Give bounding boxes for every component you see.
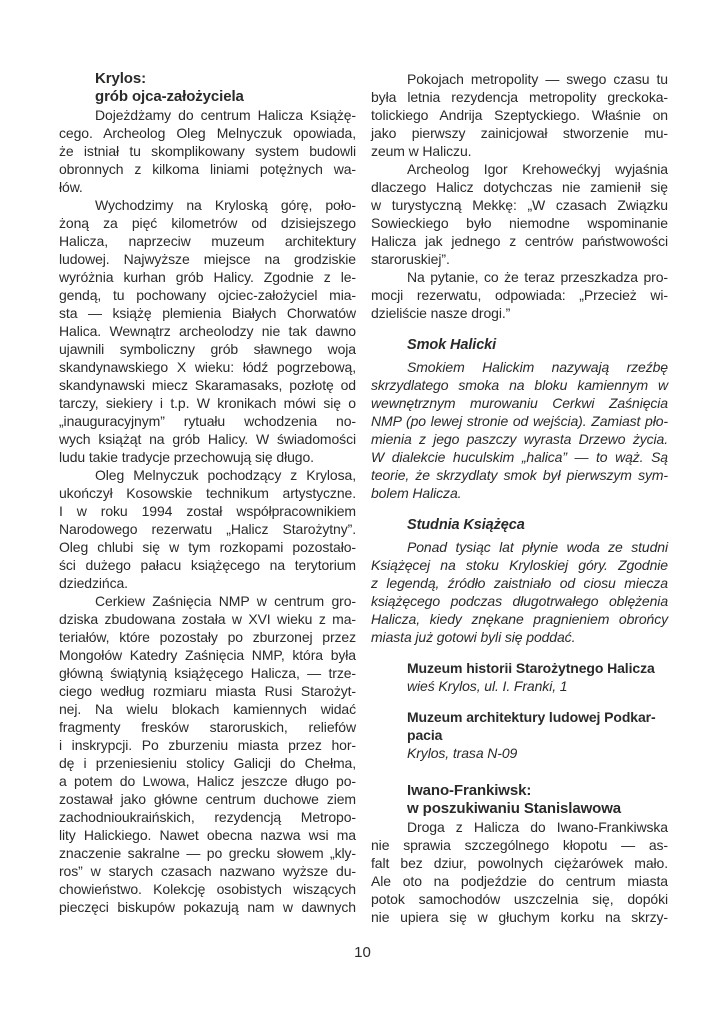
text-line: obronnych z kilkoma liniami potężnych wa- bbox=[59, 161, 356, 177]
text-line: w turystyczną Mekkę: „W czasach Związku bbox=[371, 197, 668, 213]
text-line: główną świątynią książęcego Halicza, — trze- bbox=[59, 665, 356, 681]
para-block bbox=[371, 160, 668, 268]
heading-block bbox=[59, 70, 356, 106]
text-line: chowieństwo. Kolekcję osobistych wiszących bbox=[59, 881, 356, 897]
text-line: dę i przeniesieniu stolicy Galicji do Chełma, bbox=[59, 755, 356, 771]
text-line: Halicza jak jednego z centrów państwowości bbox=[371, 233, 668, 249]
text-line: dziedzińca. bbox=[59, 575, 128, 591]
text-line: ukończył Kosowskie technikum artystyczne. bbox=[59, 485, 356, 501]
text-line: tarczy, siekiery i t.p. W kronikach mówi się o bbox=[59, 395, 356, 411]
text-line: pacia bbox=[407, 727, 443, 743]
text-line: Oleg Melnyczuk pochodzący z Krylosa, bbox=[95, 467, 356, 483]
text-line: dlaczego Halicz dotychczas nie zamienił się bbox=[371, 179, 668, 195]
text-line: NMP (po lewej stronie od wejścia). Zamiast pło- bbox=[371, 413, 668, 429]
text-line: „inauguracyjnym” rytuału wchodzenia no- bbox=[59, 413, 356, 429]
text-line: ujawnili symboliczny grób sławnego woja bbox=[59, 341, 356, 357]
text-line: teriałów, które pozostały po zburzonej przez bbox=[59, 629, 356, 645]
text-line: dziska zbudowana została w XVI wieku z ma- bbox=[59, 611, 356, 627]
text-line: wieś Krylos, ul. I. Franki, 1 bbox=[407, 678, 568, 694]
info-detail-block bbox=[371, 677, 668, 695]
para-block bbox=[371, 818, 668, 926]
text-line: zostawał jako główne centrum duchowe ziem bbox=[59, 791, 356, 807]
text-line: wyróżnia kurhan grób Halicy. Zgodnie z le- bbox=[59, 269, 356, 285]
text-line: Halica. Wewnątrz archeolodzy nie tak dawno bbox=[59, 323, 356, 339]
text-line: gendą, tu pochowany ojciec-założyciel mia- bbox=[59, 287, 356, 303]
text-line: Droga z Halicza do Iwano-Frankiwska bbox=[407, 819, 668, 835]
text-line: Smokiem Halickim nazywają rzeźbę bbox=[407, 359, 668, 375]
info-title-block bbox=[371, 659, 668, 677]
text-line: falt bez dziur, powolnych ciężarówek mało. bbox=[371, 855, 668, 871]
text-line: a potem do Lwowa, Halicz jeszcze długo po- bbox=[59, 773, 356, 789]
text-line: Dojeżdżamy do centrum Halicza Książę- bbox=[95, 107, 356, 123]
text-line: zeum w Haliczu. bbox=[371, 143, 472, 159]
text-line: fragmenty fresków staroruskich, reliefów bbox=[59, 719, 356, 735]
text-line: zachodnioukraińskich, rezydencją Metropo- bbox=[59, 809, 356, 825]
text-line: Narodowego rezerwatu „Halicz Starożytny”. bbox=[59, 521, 356, 537]
ipara-block bbox=[371, 358, 668, 502]
text-line: Na pytanie, co że teraz przeszkadza pro- bbox=[407, 269, 668, 285]
text-line: dzieliście nasze drogi.” bbox=[371, 305, 511, 321]
text-line: cego. Archeolog Oleg Melnyczuk opowiada, bbox=[59, 125, 356, 141]
text-line: Mongołów Katedry Zaśnięcia NMP, która była bbox=[59, 647, 356, 663]
text-line: Ale oto na podjeździe do centrum miasta bbox=[371, 873, 668, 889]
para-block bbox=[59, 592, 356, 916]
text-line: w poszukiwaniu Stanislawowa bbox=[407, 800, 622, 817]
text-line: Muzeum architektury ludowej Podkar- bbox=[407, 709, 656, 725]
text-line: staroruskiej”. bbox=[371, 251, 450, 267]
text-line: łów. bbox=[59, 179, 83, 195]
text-line: Wychodzimy na Kryloską górę, poło- bbox=[95, 197, 356, 213]
para-block bbox=[371, 70, 668, 160]
text-line: Archeolog Igor Krehowećkyj wyjaśnia bbox=[407, 161, 668, 177]
text-line: nej. Na wielu blokach kamiennych widać bbox=[59, 701, 356, 717]
text-line: że istniał tu skomplikowany system budowli bbox=[59, 143, 356, 159]
text-line: Ponad tysiąc lat płynie woda ze studni bbox=[407, 539, 668, 555]
text-line: W dialekcie huculskim „halica” — to wąż. Są bbox=[371, 449, 668, 465]
text-line: skandynawski miecz Skaramasaks, pozłotę od bbox=[59, 377, 356, 393]
text-line: teorie, że skrzydlaty smok był pierwszym sym- bbox=[371, 467, 668, 483]
right-column bbox=[371, 70, 668, 926]
text-line: tolickiego Andrija Szeptyckiego. Właśnie on bbox=[371, 107, 668, 123]
text-line: ciego według rozmiaru miasta Rusi Starożyt- bbox=[59, 683, 356, 699]
text-line: mocji rezerwatu, odpowiada: „Przecież wi- bbox=[371, 287, 668, 303]
text-line: i inskrypcji. Po zburzeniu miasta przez hor- bbox=[59, 737, 356, 753]
text-line: z legendą, źródło zaistniało od ciosu miecza bbox=[371, 575, 668, 591]
text-line: Książęcej na stoku Kryloskiej góry. Zgodnie bbox=[371, 557, 668, 573]
text-line: wewnętrznym murowaniu Cerkwi Zaśnięcia bbox=[371, 395, 668, 411]
left-column bbox=[59, 70, 356, 926]
text-line: znaczenie sakralne — po grecku słowem „kly- bbox=[59, 845, 356, 861]
text-line: Studnia Książęca bbox=[407, 517, 525, 533]
text-line: ści dużego pałacu książęcego na terytorium bbox=[59, 557, 356, 573]
info-title-block bbox=[371, 708, 668, 744]
text-line: ludu takie tradycje przechowują się długo. bbox=[59, 449, 314, 465]
text-line: Iwano-Frankiwsk: bbox=[407, 782, 532, 799]
page-number: 10 bbox=[354, 944, 371, 961]
text-line: I w roku 1994 został współpracownikiem bbox=[59, 503, 356, 519]
iheading-block bbox=[371, 336, 668, 354]
para-block bbox=[59, 106, 356, 196]
text-line: Cerkiew Zaśnięcia NMP w centrum gro- bbox=[95, 593, 356, 609]
text-line: Oleg chlubi się w tym rozkopami pozostało- bbox=[59, 539, 356, 555]
text-line: była letnia rezydencja metropolity greckoka- bbox=[371, 89, 668, 105]
text-line: Pokojach metropolity — swego czasu tu bbox=[407, 71, 668, 87]
text-line: potok samochodów uszczelnia się, dopóki bbox=[371, 891, 668, 907]
heading2-block bbox=[371, 782, 668, 818]
page-content bbox=[59, 70, 668, 926]
text-line: sta — książę plemienia Białych Chorwatów bbox=[59, 305, 356, 321]
text-line: nie sprawia szczególnego kłopotu — as- bbox=[371, 837, 668, 853]
text-line: Sowieckiego było niemodne wspominanie bbox=[371, 215, 668, 231]
text-line: Krylos, trasa N-09 bbox=[407, 745, 518, 761]
text-line: wych książąt na grób Halicy. W świadomości bbox=[59, 431, 356, 447]
para-block bbox=[59, 196, 356, 466]
text-line: żoną za pięć kilometrów od dzisiejszego bbox=[59, 215, 356, 231]
text-line: Krylos: bbox=[95, 70, 146, 87]
text-line: Smok Halicki bbox=[407, 337, 497, 353]
text-line: mienia z jego paszczy wyrasta Drzewo życia. bbox=[371, 431, 668, 447]
text-line: Halicza, naprzeciw muzeum architektury bbox=[59, 233, 356, 249]
text-line: miasta już gotowi byli się poddać. bbox=[371, 629, 576, 645]
text-line: pieczęci biskupów pokazują nam w dawnych bbox=[59, 899, 356, 915]
text-line: lity Halickiego. Nawet obecna nazwa wsi ma bbox=[59, 827, 356, 843]
text-line: bolem Halicza. bbox=[371, 485, 462, 501]
text-line: skrzydlatego smoka na bloku kamiennym w bbox=[371, 377, 668, 393]
text-line: ros” w starych czasach nazwano wyższe du- bbox=[59, 863, 356, 879]
text-line: jako pierwszy zainicjował stworzenie mu- bbox=[371, 125, 668, 141]
text-line: książęcego podczas długotrwałego oblężenia bbox=[371, 593, 668, 609]
text-line: nie upiera się w głuchym korku na skrzy- bbox=[371, 909, 668, 925]
text-line: Muzeum historii Starożytnego Halicza bbox=[407, 660, 655, 676]
text-line: ludowej. Najwyższe miejsce na grodziskie bbox=[59, 251, 356, 267]
iheading-block bbox=[371, 516, 668, 534]
para-block bbox=[371, 268, 668, 322]
text-line: Halicza, kiedy znękane pragnieniem obrońcy bbox=[371, 611, 668, 627]
text-line: grób ojca-założyciela bbox=[95, 88, 244, 105]
info-detail-block bbox=[371, 744, 668, 762]
para-block bbox=[59, 466, 356, 592]
ipara-block bbox=[371, 538, 668, 646]
text-line: skandynawskiego X wieku: łódź pogrzebową, bbox=[59, 359, 356, 375]
